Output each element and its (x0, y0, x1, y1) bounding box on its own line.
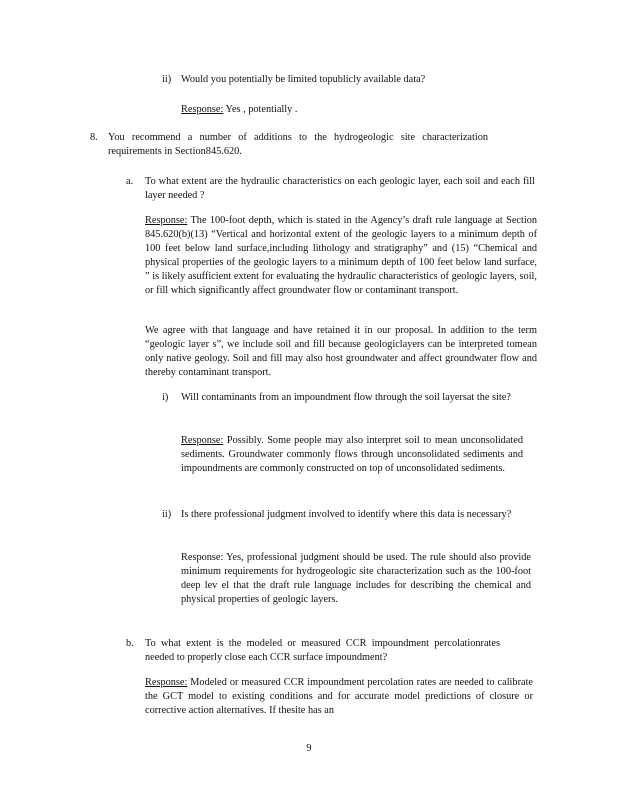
response-text: Modeled or measured CCR impoundment percolation rates are needed to calibrate the GCT model to existing conditions and for accurate model predictions of closure or corrective action alternatives. If thesite has an (145, 677, 533, 716)
question-text: To what extent is the modeled or measured CCR impoundment percolationrates needed to properly close each CCR surface impoundment? (145, 638, 500, 663)
question-text: Will contaminants from an impoundment flow through the soil layersat the site? (181, 392, 511, 403)
item-label: ii) (162, 74, 172, 85)
response-label: Response: (145, 215, 188, 226)
response-label: Response: (145, 677, 188, 688)
body-paragraph: We agree with that language and have retained it in our proposal. In addition to the term “geologic layer s”, we include soil and fill because geologiclayers can be interpreted tomean only native geology. Soil and fill may also host groundwater and affect groundwater flow and thereby contaminant transport. (145, 325, 537, 378)
response-paragraph (181, 434, 523, 476)
item-number: 8. (90, 132, 98, 143)
item-label: i) (162, 392, 169, 403)
item-label: a. (126, 176, 134, 187)
response-label: Response: (181, 104, 224, 115)
response-text: Yes , potentially . (223, 104, 298, 115)
question-text: To what extent are the hydraulic characteristics on each geologic layer, each soil and each fill layer needed ? (145, 176, 535, 201)
item-label: ii) (162, 509, 172, 520)
response-paragraph (181, 103, 481, 117)
question-text: Is there professional judgment involved to identify where this data is necessary? (181, 509, 512, 520)
item-text: You recommend a number of additions to the hydrogeologic site characterization requirements in Section845.620. (108, 132, 488, 157)
question-text: Would you potentially be limited topublicly available data? (181, 74, 426, 85)
response-text: Possibly. Some people may also interpret soil to mean unconsolidated sediments. Groundwater commonly flows through unconsolidated sediments and impoundments are commonly constructed on top of unconsolidated sediments. (181, 435, 523, 474)
response-paragraph (145, 676, 533, 718)
response-text: The 100-foot depth, which is stated in the Agency’s draft rule language at Section 845.620(b)(13) “Vertical and horizontal extent of the geologic layers to a minimum depth of 100 feet below land surface,including lithology and stratigraphy” and (15) “Chemical and physical properties of the geologic layers to a minimum depth of 100 feet below land surface, ” is likely asufficient extent for evaluating the hydraulic characteristics of geologic layers, soil, or fill which significantly affect groundwater flow or contaminant transport. (145, 215, 537, 296)
response-paragraph (145, 214, 537, 298)
page-number: 9 (306, 743, 312, 755)
item-label: b. (126, 638, 134, 649)
response-paragraph: Response: Yes, professional judgment should be used. The rule should also provide minimum requirements for hydrogeologic site characterization such as the 100-foot deep lev el that the draft rule language includes for describing the chemical and physical properties of geologic layers. (181, 552, 531, 605)
response-label: Response: (181, 435, 224, 446)
